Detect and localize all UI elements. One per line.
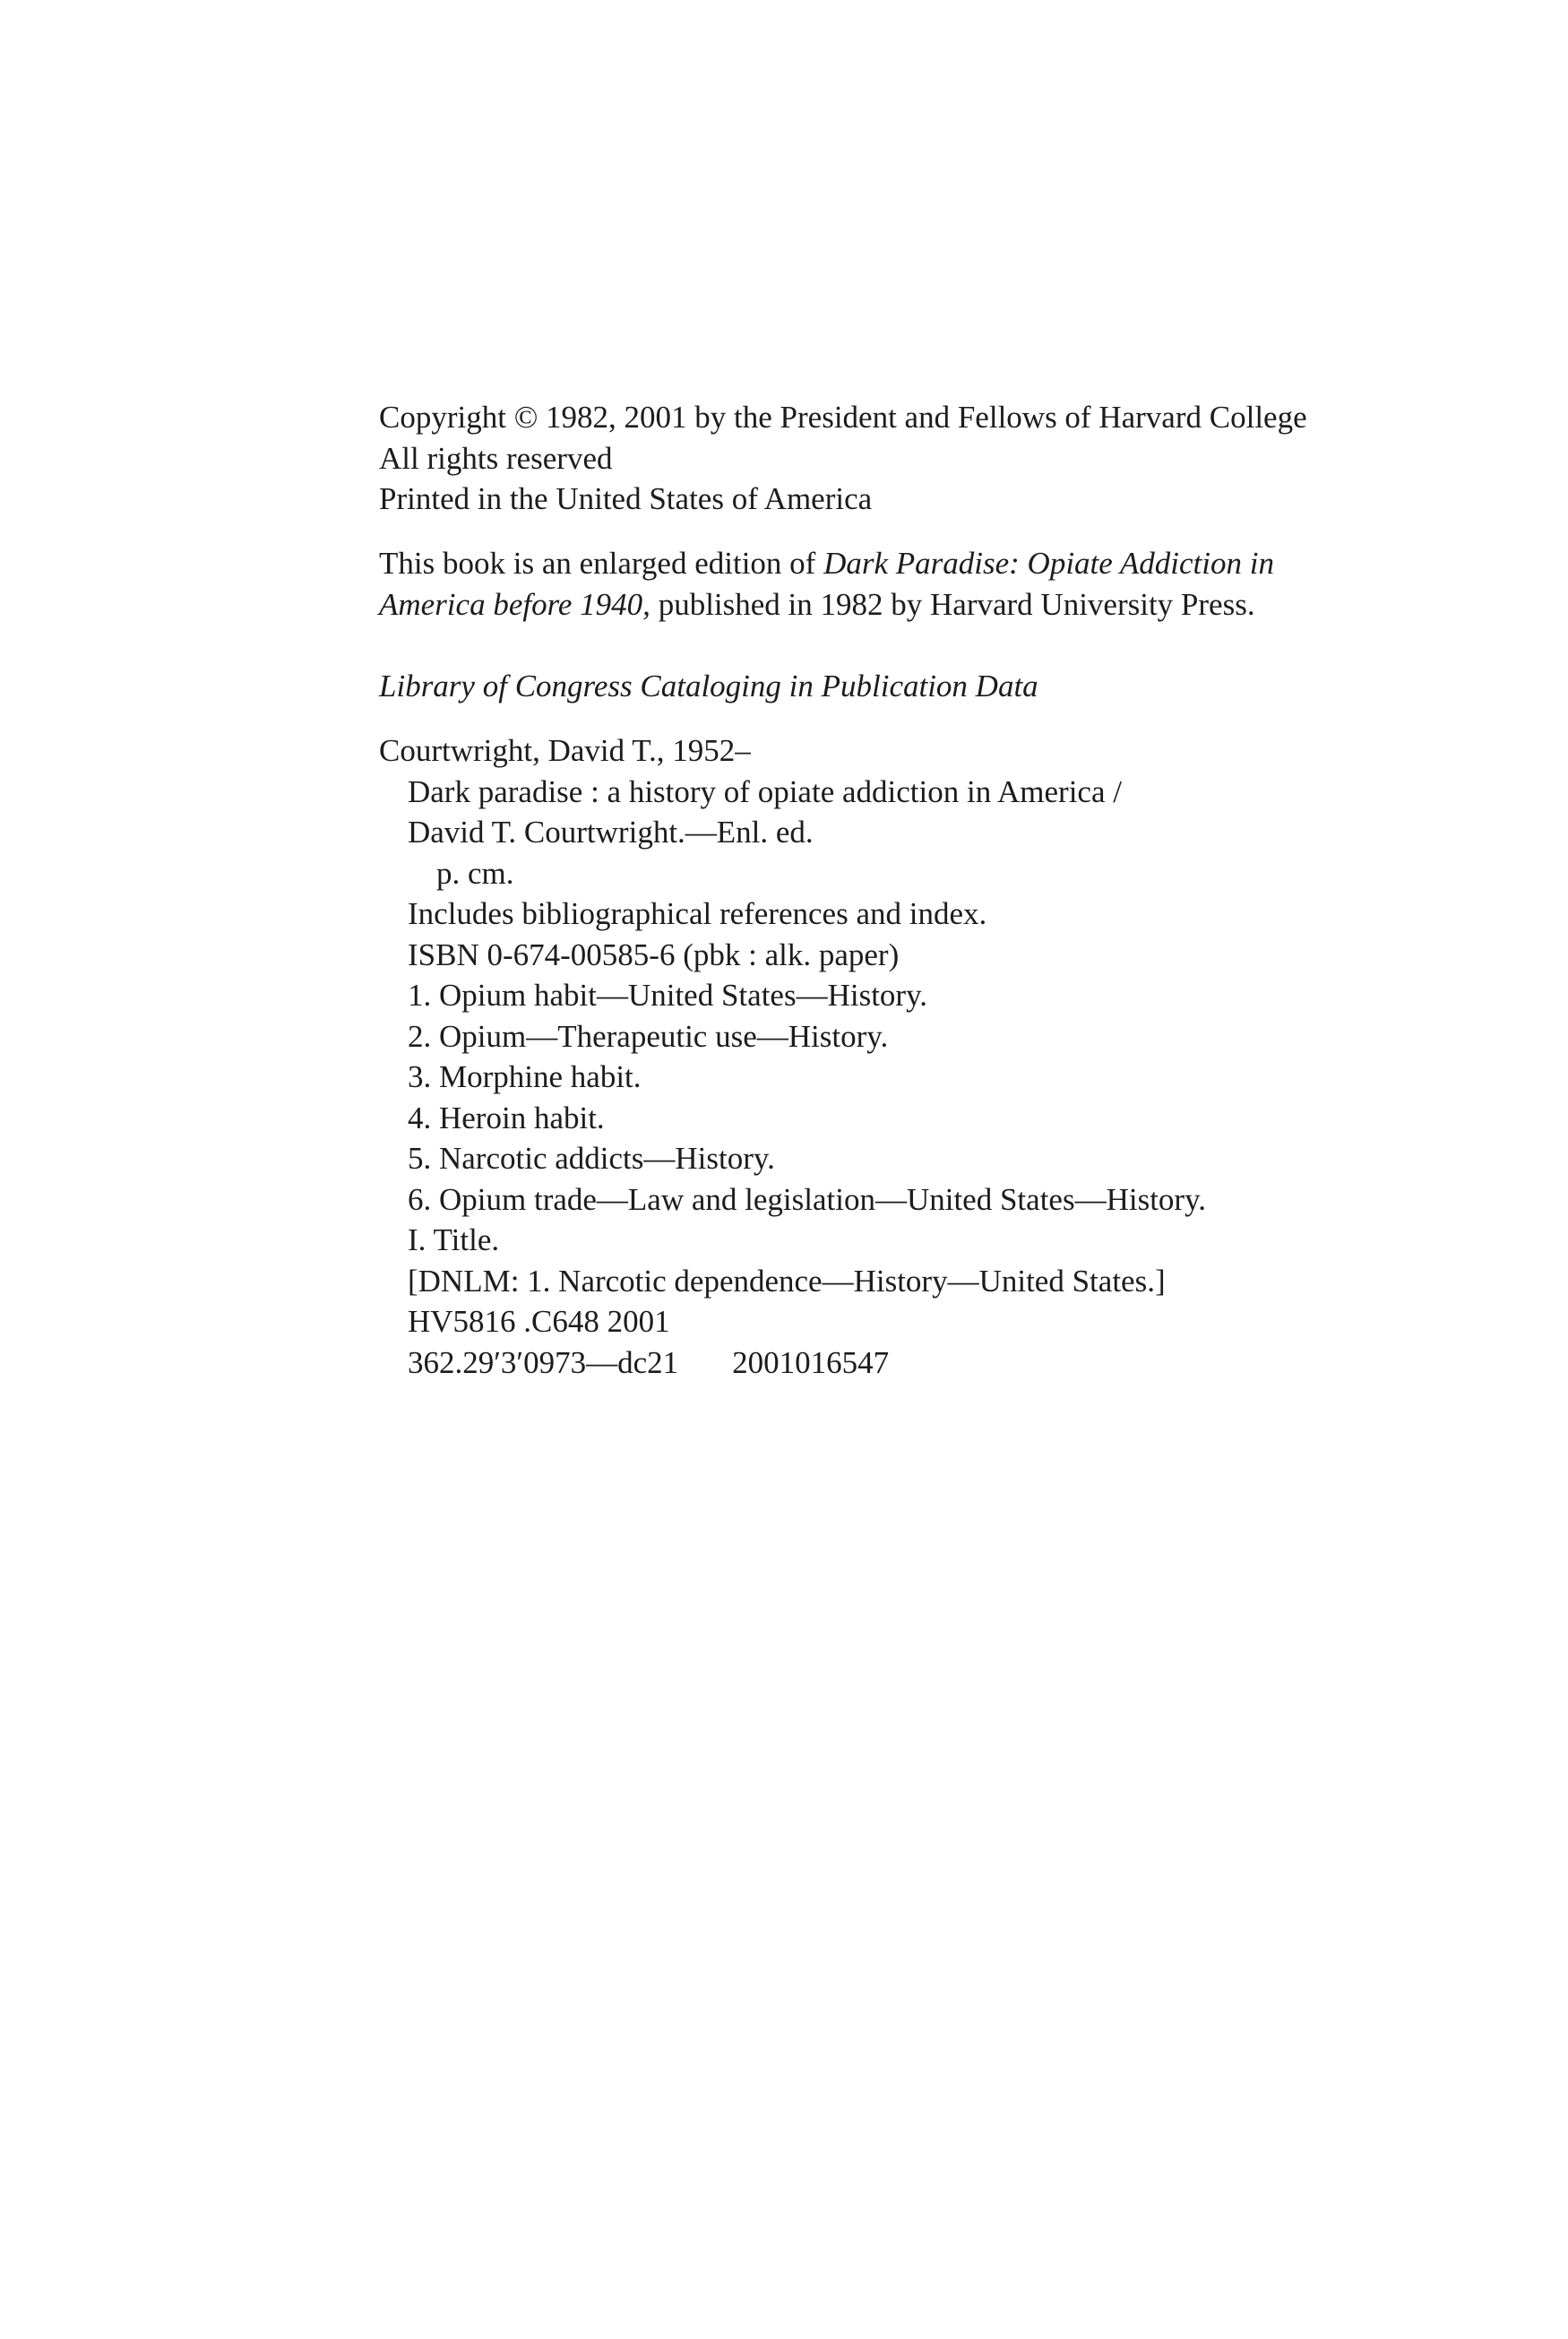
cip-title-2: David T. Courtwright.—Enl. ed.	[408, 815, 814, 850]
original-title-part-2: America before 1940,	[379, 586, 650, 622]
rights-line: All rights reserved	[379, 440, 613, 476]
cip-notes: Includes bibliographical references and index.	[408, 896, 987, 931]
cip-dewey: 362.29′3′0973—dc21	[408, 1344, 679, 1380]
cip-subject: 6. Opium trade—Law and legislation—United States—History.	[408, 1181, 1207, 1217]
cip-subject: 5. Narcotic addicts—History.	[408, 1141, 775, 1176]
printed-line: Printed in the United States of America	[379, 481, 873, 516]
cip-subject: 3. Morphine habit.	[408, 1059, 642, 1094]
edition-prefix: This book is an enlarged edition of	[379, 546, 824, 581]
cip-title-1: Dark paradise : a history of opiate addiction in America /	[408, 773, 1122, 809]
original-title-part-1: Dark Paradise: Opiate Addiction in	[823, 546, 1274, 581]
copyright-line: Copyright © 1982, 2001 by the President and Fellows of Harvard College	[379, 400, 1307, 435]
edition-line-2	[379, 584, 1347, 626]
cip-subject: 2. Opium—Therapeutic use—History.	[408, 1018, 889, 1054]
cip-author: Courtwright, David T., 1952–	[379, 733, 751, 768]
cip-dnlm: [DNLM: 1. Narcotic dependence—History—United States.]	[408, 1263, 1166, 1299]
copyright-notice	[379, 397, 1347, 520]
cip-pages: p. cm.	[436, 855, 514, 891]
cip-subject: 4. Heroin habit.	[408, 1100, 605, 1135]
edition-line-1	[379, 543, 1347, 584]
cip-title-entry: I. Title.	[408, 1222, 500, 1257]
cip-lc-class: HV5816 .C648 2001	[408, 1304, 670, 1339]
cip-classification-line	[379, 1342, 1347, 1384]
edition-note	[379, 543, 1347, 625]
cip-record	[379, 730, 1347, 1383]
cip-heading: Library of Congress Cataloging in Publication Data	[379, 669, 1038, 703]
cip-lccn: 2001016547	[732, 1344, 890, 1380]
edition-suffix: published in 1982 by Harvard University Press.	[650, 586, 1255, 622]
cip-subject: 1. Opium habit—United States—History.	[408, 978, 928, 1013]
cip-isbn: ISBN 0-674-00585-6 (pbk : alk. paper)	[408, 936, 900, 972]
